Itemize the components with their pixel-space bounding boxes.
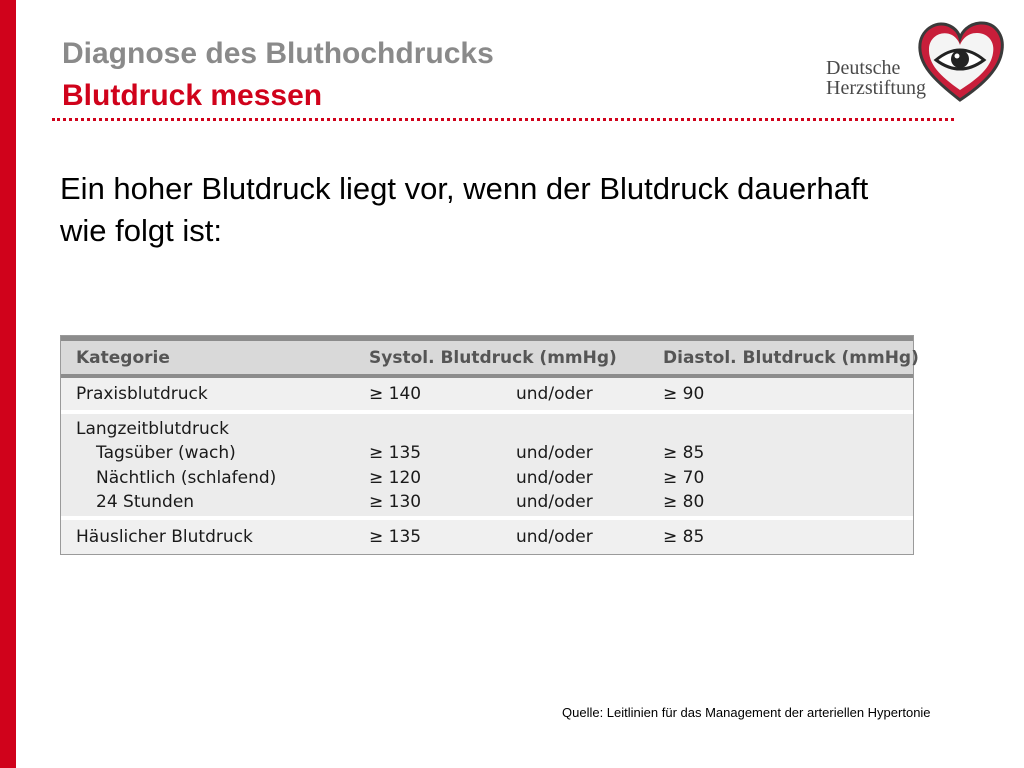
header-category: Kategorie xyxy=(76,348,170,368)
subrow-conjunction-24h: und/oder xyxy=(516,492,593,512)
subrow-systolic-night: ≥ 120 xyxy=(369,468,422,488)
title-divider xyxy=(52,118,954,121)
row-systolic: ≥ 140 xyxy=(369,384,422,404)
logo-text xyxy=(826,58,926,98)
row-label: Langzeitblutdruck xyxy=(76,419,229,439)
slide-subtitle: Blutdruck messen xyxy=(62,79,323,112)
header-systolic: Systol. Blutdruck (mmHg) xyxy=(369,348,617,368)
source-citation: Quelle: Leitlinien für das Management der arteriellen Hypertonie xyxy=(562,705,931,720)
logo-line-2: Herzstiftung xyxy=(826,77,926,99)
subrow-systolic-24h: ≥ 130 xyxy=(369,492,422,512)
row-label: Praxisblutdruck xyxy=(76,384,208,404)
logo-line-1: Deutsche xyxy=(826,57,901,79)
left-accent-bar xyxy=(0,0,16,768)
row-label: Häuslicher Blutdruck xyxy=(76,527,253,547)
intro-text: Ein hoher Blutdruck liegt vor, wenn der Blutdruck dauerhaft wie folgt ist: xyxy=(60,171,869,248)
subrow-diastolic-24h: ≥ 80 xyxy=(663,492,705,512)
herzstiftung-logo xyxy=(826,18,1006,104)
subrow-label-day: Tagsüber (wach) xyxy=(96,443,236,463)
row-conjunction: und/oder xyxy=(516,384,593,404)
subrow-diastolic-day: ≥ 85 xyxy=(663,443,705,463)
row-conjunction: und/oder xyxy=(516,527,593,547)
subrow-diastolic-night: ≥ 70 xyxy=(663,468,705,488)
header-diastolic: Diastol. Blutdruck (mmHg) xyxy=(663,348,919,368)
subrow-conjunction-night: und/oder xyxy=(516,468,593,488)
table-row-praxis xyxy=(61,378,913,410)
table-row-langzeit xyxy=(61,414,913,516)
table-row-home xyxy=(61,520,913,554)
blood-pressure-table xyxy=(60,335,919,555)
row-diastolic: ≥ 90 xyxy=(663,384,705,404)
heart-eye-icon xyxy=(914,18,1006,104)
row-systolic: ≥ 135 xyxy=(369,527,422,547)
slide-title: Diagnose des Bluthochdrucks xyxy=(62,37,494,70)
subrow-label-night: Nächtlich (schlafend) xyxy=(96,468,277,488)
subrow-systolic-day: ≥ 135 xyxy=(369,443,422,463)
subrow-label-24h: 24 Stunden xyxy=(96,492,195,512)
subrow-conjunction-day: und/oder xyxy=(516,443,593,463)
table-header-row xyxy=(61,336,919,378)
row-diastolic: ≥ 85 xyxy=(663,527,705,547)
